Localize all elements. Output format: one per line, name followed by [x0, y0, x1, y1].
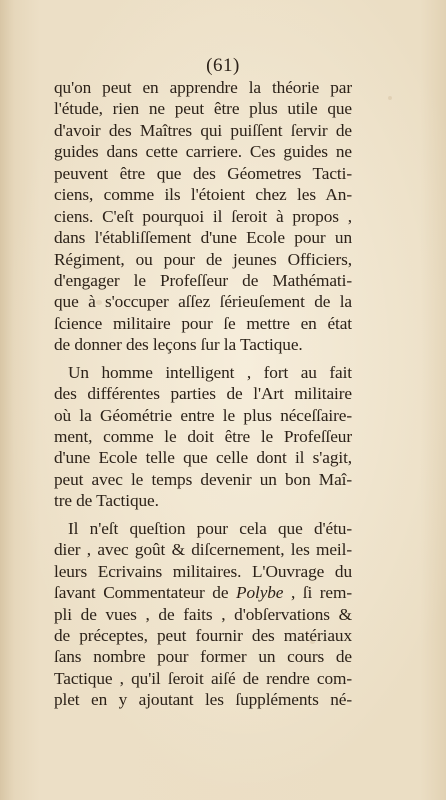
text-line: des différentes parties de l'Art militaire: [54, 384, 352, 404]
text-line: Un homme intelligent , fort au fait: [68, 362, 352, 382]
text-line: où la Géométrie entre le plus néceſſaire-: [54, 405, 352, 425]
body-text: [54, 77, 352, 711]
text-line: de donner des leçons ſur la Tactique.: [54, 335, 303, 355]
text-line: dans l'établiſſement d'une Ecole pour un: [54, 228, 352, 248]
paper-stain: [388, 96, 392, 100]
text-line: Tactique , qu'il ſeroit aiſé de rendre com-: [54, 668, 352, 688]
text-line: de préceptes, peut fournir des matériaux: [54, 625, 352, 645]
text-line: que à s'occuper aſſez ſérieuſement de la: [54, 292, 352, 312]
page-number: (61): [206, 55, 240, 76]
text-line: ſcience militaire pour ſe mettre en état: [54, 313, 352, 333]
text-line: Régiment, ou pour de jeunes Officiers,: [54, 249, 352, 269]
italic-title: Polybe: [236, 583, 284, 603]
text-line: dier , avec goût & diſcernement, les meil-: [54, 540, 352, 560]
text-line: ment, comme le doit être le Profeſſeur: [54, 427, 352, 446]
text-line: leurs Ecrivains militaires. L'Ouvrage du: [54, 561, 352, 581]
text-line: plet en y ajoutant les ſuppléments né-: [54, 690, 352, 710]
text-line: ciens. C'eſt pourquoi il ſeroit à propos ,: [54, 206, 352, 226]
text-line: d'avoir des Maîtres qui puiſſent ſervir de: [54, 120, 352, 140]
text-line: ſavant Commentateur de Polybe , ſi rem-: [54, 583, 352, 603]
text-line: qu'on peut en apprendre la théorie par: [54, 78, 352, 97]
text-line: guides dans cette carriere. Ces guides ne: [54, 142, 352, 162]
text-line: d'engager le Profeſſeur de Mathémati-: [54, 270, 352, 290]
text-line: peut avec le temps devenir un bon Maî-: [54, 469, 352, 489]
text-line: peuvent être que des Géometres Tacti-: [54, 163, 352, 183]
text-line: tre de Tactique.: [54, 491, 159, 511]
text-line: d'une Ecole telle que celle dont il s'agit,: [54, 448, 352, 468]
text-line: Il n'eſt queſtion pour cela que d'étu-: [68, 518, 352, 538]
text-line: ciens, comme ils l'étoient chez les An-: [54, 185, 352, 205]
text-line: ſans nombre pour former un cours de: [54, 647, 352, 667]
text-line: pli de vues , de faits , d'obſervations &: [54, 604, 352, 624]
text-line: l'étude, rien ne peut être plus utile que: [54, 99, 352, 119]
